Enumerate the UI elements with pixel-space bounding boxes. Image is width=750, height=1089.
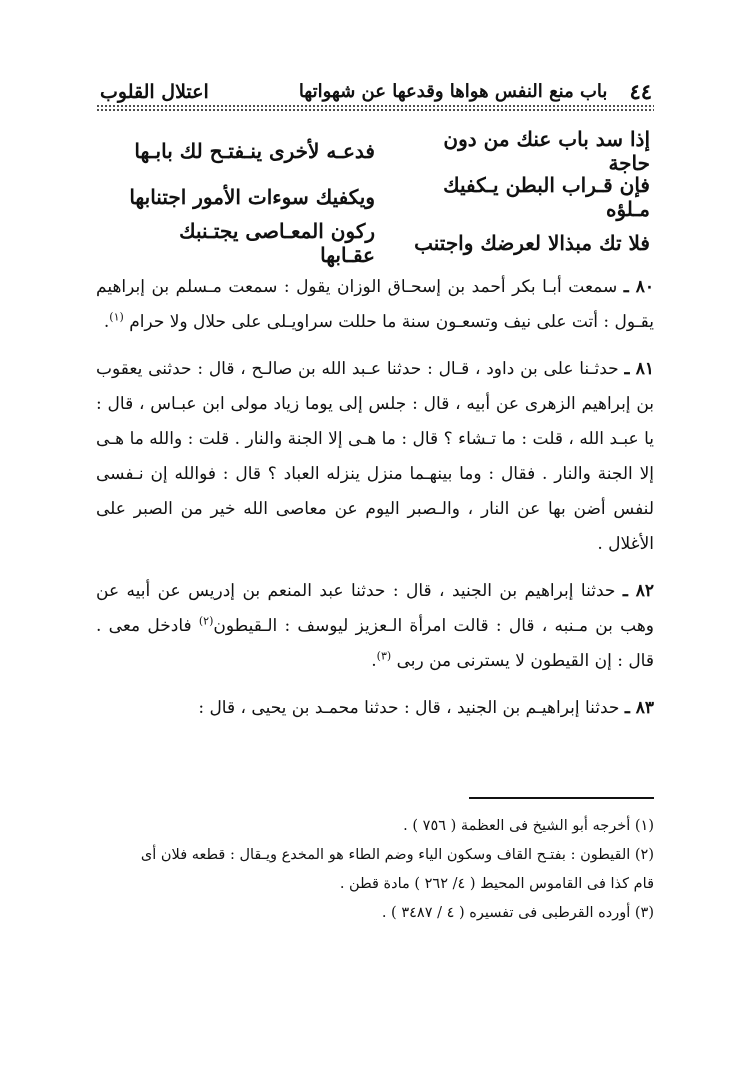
footnote-divider <box>469 797 654 799</box>
footnotes <box>100 812 654 928</box>
footnote-marker: (٣) <box>376 649 392 663</box>
poem-verse <box>120 174 650 220</box>
paragraph-number: ٨١ ـ <box>624 359 654 379</box>
running-header <box>100 74 652 104</box>
body-text <box>96 270 654 738</box>
book-title: اعتلال القلوب <box>100 81 209 103</box>
paragraph-text: حدثنا إبراهيـم بن الجنيد ، قال : حدثنا محمـد بن يحيى ، قال : <box>198 698 620 718</box>
poem-verse <box>120 220 650 266</box>
footnote-1: (١) أخرجه أبو الشيخ فى العظمة ( ٧٥٦ ) . <box>403 818 654 834</box>
paragraph-81 <box>96 352 654 562</box>
paragraph-text: سمعت أبـا بكر أحمد بن إسحـاق الوزان يقول : سمعت مـسلم بن إبراهيم يقـول : أتت على نيف وتسعـون سنة ما حللت سراويـلى على حلال ولا حرام <box>96 277 654 332</box>
paragraph-text: حدثـنا على بن داود ، قـال : حدثنا عـبد الله بن صالـح ، قال : حدثنى يعقوب بن إبراهيم الزهرى عن أبيه ، قال : جلس إلى يوما زياد مولى ابن عبـاس ، قال : يا عبـد الله ، قلت : ما تـشاء ؟ قال : ما هـى إلا الجنة والنار . قلت : والله ما هـى إلا الجنة والنار . فقال : وما بينهـما منزل ينزله العباد ؟ قال : فوالله إن نـفسى لنفس أضن بها عن النار ، والـصبر اليوم عن معاصى الله خير من الصبر على الأغلال . <box>96 359 654 554</box>
footnote-3: (٣) أورده القرطبى فى تفسيره ( ٤ / ٣٤٨٧ ) . <box>381 905 654 921</box>
footnote-marker: (١) <box>109 310 124 324</box>
paragraph-number: ٨٢ ـ <box>622 581 654 601</box>
footnote-marker: (٢) <box>198 614 214 628</box>
verse-first-hemistich: إذا سد باب عنك من دون حاجة <box>443 127 650 175</box>
verse-first-hemistich: فإن قـراب البطن يـكفيك مـلؤه <box>443 173 650 221</box>
paragraph-text-continued: فادخل معى . قال : إن القيطون لا يسترنى من ربى <box>96 616 654 671</box>
paragraph-tail: . <box>371 651 377 671</box>
section-title: باب منع النفس هواها وقدعها عن شهواتها <box>298 81 608 102</box>
header-divider <box>96 104 654 112</box>
footnote-2-continuation: قام كذا فى القاموس المحيط ( ٤/ ٢٦٢ ) مادة قطن . <box>339 876 654 892</box>
verse-second-hemistich: ويكفيك سوءات الأمور اجتنابها <box>129 185 375 209</box>
paragraph-82 <box>96 574 654 679</box>
verse-second-hemistich: ركون المعـاصى يجتـنبك عقـابها <box>179 219 375 267</box>
footnote-2: (٢) القيطون : بفتـح القاف وسكون الياء وضم الطاء هو المخدع ويـقال : قطعه فلان أى <box>140 847 654 863</box>
paragraph-number: ٨٠ ـ <box>623 277 655 297</box>
paragraph-80 <box>96 270 654 340</box>
paragraph-tail: . <box>103 312 110 332</box>
paragraph-83 <box>96 691 654 726</box>
page-number: ٤٤ <box>629 79 652 104</box>
paragraph-text: حدثنا إبراهيم بن الجنيد ، قال : حدثنا عبد المنعم بن إدريس عن أبيه عن وهب بن مـنبه ، قال : قالت امرأة الـعزيز ليوسف : الـقيطون <box>96 581 654 636</box>
verse-second-hemistich: فدعـه لأخرى ينـفتـح لك بابـها <box>134 139 375 163</box>
paragraph-number: ٨٣ ـ <box>624 698 654 718</box>
verse-first-hemistich: فلا تك مبذالا لعرضك واجتنب <box>414 231 650 255</box>
poem <box>120 128 650 266</box>
poem-verse <box>120 128 650 174</box>
